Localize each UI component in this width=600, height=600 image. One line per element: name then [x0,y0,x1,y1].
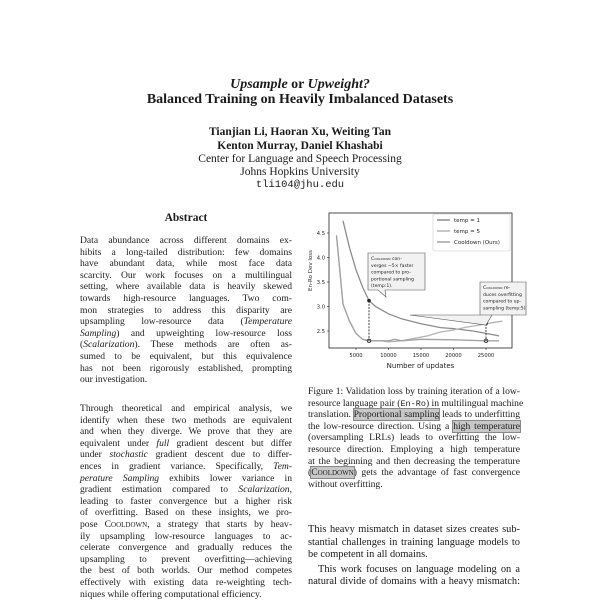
text-line [80,258,292,270]
text-segment: This heavy mismatch in dataset sizes creates sub- [308,524,520,535]
annotation-text: compared to pro- [371,270,411,276]
annotation-line [483,285,511,291]
abstract-paragraph-1 [80,235,292,386]
title-upsample: Upsample [230,77,288,92]
x-tick-label: 5000 [349,353,363,359]
text-segment: resource direction. Employing a high temperature [308,443,520,455]
annotation-line [371,270,411,276]
text-line [80,351,292,363]
text-segment: Through theoretical and empirical analysis, we [80,403,292,414]
annotation-text: Cooldown [371,257,391,262]
author-email[interactable]: tli104@jhu.edu [255,179,345,191]
legend-label: Cooldown (Ours) [454,240,500,246]
text-line [80,449,292,461]
text-segment: ) gets the advantage of fast convergence [353,467,520,479]
text-line [80,270,292,282]
annotation-text: portional sampling [371,277,414,283]
annotation-line [371,256,402,262]
annotation-line [371,283,393,289]
y-axis-label: En-Ro Dev loss [308,250,314,291]
text-segment: ( [308,467,312,479]
text-line [308,564,520,577]
text-segment: gradient descent due to differ- [147,449,292,461]
title-upweight: Upweight? [307,77,370,92]
text-segment: upsampling low-resource data ( [80,316,244,328]
text-line [80,415,292,427]
text-segment: the low-resource direction. Using a [308,420,454,432]
text-line [80,316,292,328]
text-line [308,432,520,444]
text-line [80,496,292,508]
text-line [308,549,520,562]
text-segment: the best of both worlds. Our method competes [80,565,292,577]
highlighted-text: Cooldown [311,467,354,479]
x-tick-label: 15000 [412,353,430,359]
text-segment: scarcity. Our work focuses on a multilingual [80,269,292,281]
x-axis-label: Number of updates [386,362,455,370]
legend-label: temp = 1 [454,218,480,224]
highlighted-text: high temperature [453,420,520,432]
text-line [80,577,292,589]
title-or: or [287,77,308,92]
x-tick-label: 25000 [477,353,495,359]
italic-text: Sampling [80,327,117,339]
text-line [308,576,520,589]
text-segment: have abundant data, while most face data [80,258,292,270]
body-paragraph-2 [308,564,520,589]
text-line [308,456,520,468]
annotation-line [483,305,526,311]
text-line [80,589,292,600]
text-segment: at the beginning and then decreasing the temperature [308,455,520,467]
text-segment: resource language pair ( [308,397,401,409]
text-line [308,386,520,398]
text-segment: , [289,484,292,496]
abstract-paragraph-2 [80,403,292,600]
text-line [80,281,292,293]
text-segment: ) and upweighting low-resource loss [116,327,292,339]
italic-text: stochastic [109,449,148,461]
text-segment: has not been rigorously established, prompting [80,362,292,374]
annotation-text: Cooldown [483,286,503,291]
italic-text: Scalarization [83,339,135,351]
text-segment: This work focuses on language modeling on a [318,563,520,575]
y-tick-label: 2.5 [316,328,325,335]
text-segment: and when they diverge. We prove that they are [80,426,292,438]
affiliation-line1: Center for Language and Speech Processing [198,153,402,165]
text-segment: leading to faster convergence but a higher risk [80,495,292,507]
affiliation-line2: Johns Hopkins University [240,166,360,178]
text-segment: ( [80,339,84,351]
text-line [80,519,292,531]
y-tick-label: 3.0 [316,304,325,311]
text-segment: exhibits lower variance in [159,472,292,484]
text-line [308,444,520,456]
text-line [80,426,292,438]
text-line [80,363,292,375]
text-line [308,467,520,479]
y-tick-label: 4.0 [316,255,325,262]
text-line [308,409,520,421]
marker-dot-top [367,299,371,303]
annotation-line [371,276,414,282]
text-segment: effectively with existing data re-weighting tech- [80,576,292,588]
code-text: En-Ro [400,398,426,409]
text-line [80,374,292,386]
x-tick-label: 10000 [380,353,397,359]
figure-caption [308,386,524,490]
highlighted-text: Proportional sampling [353,409,440,421]
text-segment: be competent in all domains. [308,549,428,561]
legend-label: temp = 5 [454,229,480,235]
y-tick-label: 4.5 [316,230,325,237]
text-line [80,305,292,317]
paper-title-line1 [0,77,600,93]
text-segment: celerate convergence and gradually reduces the [80,542,292,554]
text-segment: gradient estimation compared to [80,484,239,496]
italic-text: perature Sampling [80,472,160,484]
paper-title-line2: Balanced Training on Heavily Imbalanced Datasets [146,92,454,107]
text-segment: ily upsampling low-resource languages to ac- [80,530,292,542]
figure-1-chart [300,205,530,377]
text-line [80,461,292,473]
annotation-text: verges ∼5× faster [371,263,414,269]
text-line [308,421,520,433]
text-segment: ). These methods are often as- [134,339,292,351]
text-segment: Figure 1: Validation loss by training iteration of a low- [308,386,520,397]
annotation-line [371,263,413,269]
annotation-text: (temp:1). [371,284,393,290]
text-line [80,235,292,247]
text-line [80,247,292,259]
text-segment: ences in gradient variance. Specifically, [80,460,274,472]
text-line [80,507,292,519]
text-segment: setting, where available data is heavily skewed [80,281,292,293]
text-segment: translation. [308,409,354,421]
text-segment: hibits a long-tailed distribution: few domains [80,246,292,258]
italic-text: Scalarization [238,484,290,496]
text-line [308,479,520,491]
text-line [308,524,520,537]
legend [433,214,510,251]
text-line [80,328,292,340]
authors-line2: Kenton Murray, Daniel Khashabi [217,140,383,152]
italic-text: Temperature [243,316,292,328]
method-name: Cooldown [104,518,148,530]
text-segment: upsampling to prevent overfitting—achieving [80,553,292,565]
annotation-text: con- [390,257,402,262]
text-segment: sumed to be equivalent, but this equivalence [80,350,292,362]
text-segment: stantial challenges in training language models to [308,536,520,548]
body-text-right [308,524,520,589]
text-line [80,554,292,566]
text-segment: (oversampling LRLs) leads to overfitting the low- [308,432,520,444]
x-tick-label: 20000 [445,353,462,359]
text-line [308,537,520,550]
annotation-text: compared to up- [483,299,522,305]
text-segment: mon strategies to address this disparity are [80,304,292,316]
text-segment: niques while offering computational efficiency. [80,588,262,600]
italic-text: full [156,437,170,449]
text-line [80,565,292,577]
annotation-text: sampling (temp:5) [483,306,526,312]
text-segment: identify when these two methods are equivalent [80,414,292,426]
text-segment: of overfitting. Based on these insights, we pro- [80,507,292,519]
text-segment: Data abundance across different domains ex- [80,235,292,246]
text-segment: without overfitting. [308,478,383,490]
text-segment: towards high-resource languages. Two com- [80,292,292,304]
annotation-text: re- [502,286,511,291]
text-segment: , a strategy that starts by heav- [147,518,293,530]
text-segment: under [80,449,110,461]
text-segment: equivalent under [80,437,157,449]
text-line [80,339,292,351]
text-segment: our investigation. [80,374,148,386]
annotation-text: duces overfitting [483,292,522,298]
text-line [80,484,292,496]
text-segment: leads to underfitting [439,409,520,421]
y-tick-label: 3.5 [316,279,325,286]
text-line [80,531,292,543]
italic-text: Tem- [273,460,292,472]
text-line [80,293,292,305]
text-segment: pose [80,518,105,530]
text-line [80,473,292,485]
text-line [80,403,292,415]
text-line [308,397,524,410]
annotation-line [483,292,522,298]
body-paragraph-1 [308,524,520,562]
text-segment: natural divide of domains with a heavy mismatch: [308,576,520,588]
annotation-line [483,299,521,305]
abstract-heading: Abstract [164,212,208,224]
text-segment: ) in multilingual machine [425,397,524,409]
text-segment: gradient descent but differ [169,437,292,449]
authors-line1: Tianjian Li, Haoran Xu, Weiting Tan [208,126,392,138]
text-line [80,542,292,554]
text-line [80,438,292,450]
